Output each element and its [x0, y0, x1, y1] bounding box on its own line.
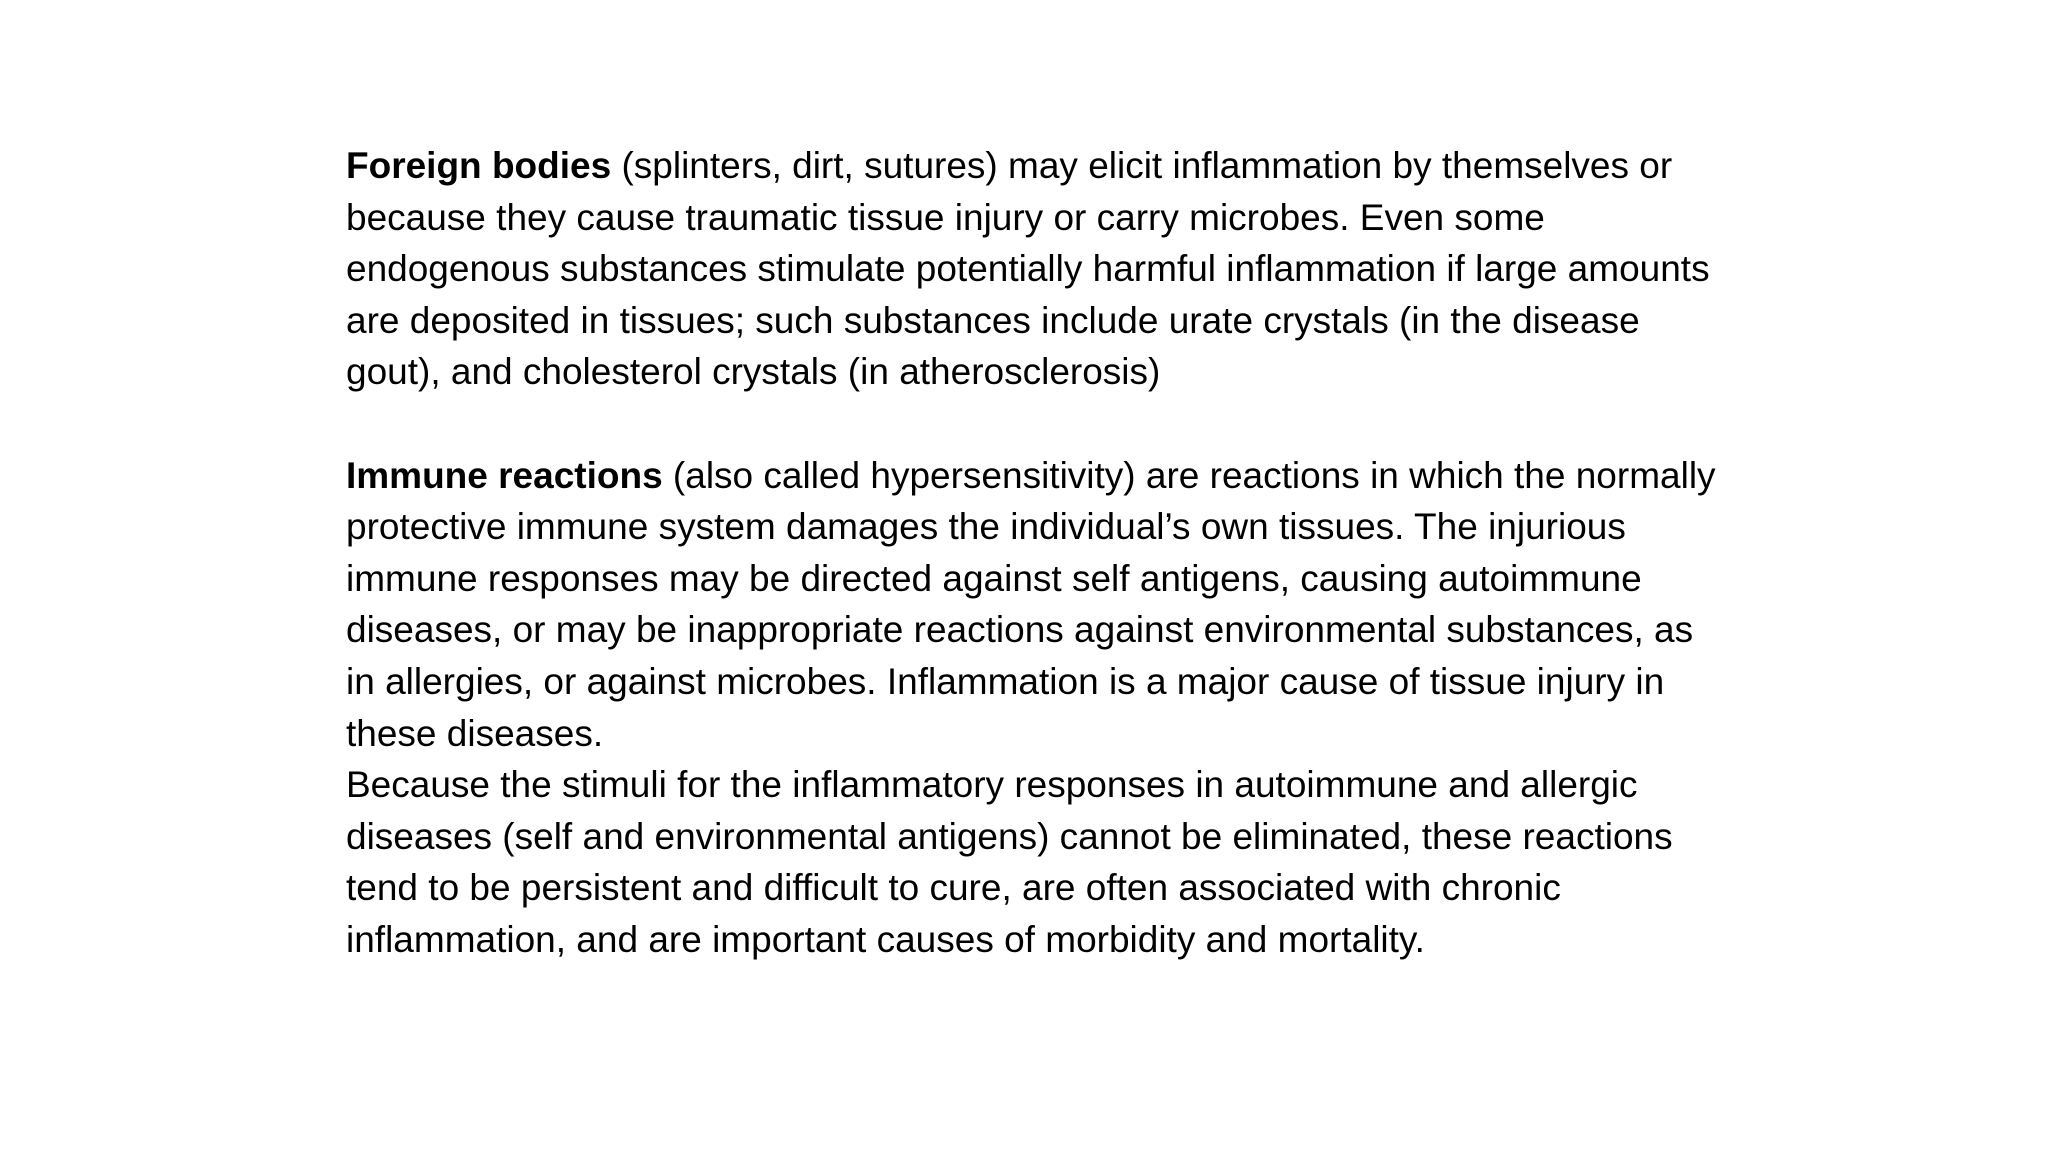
- paragraph-persistence: Because the stimuli for the inflammatory responses in autoimmune and allergic diseases (self and environmental antigens) cannot be eliminated, these reactions tend to be persistent and difficult to cure, are often associated with chronic inflammation, and are important causes of morbidity and mortality.: [346, 764, 1673, 960]
- immune-reactions-text: (also called hypersensitivity) are reactions in which the normally protective immune system damages the individual’s own tissues. The injurious immune responses may be directed against self antigens, causing autoimmune diseases, or may be inappropriate reactions against environmental substances, as in allergies, or against microbes. Inflammation is a major cause of tissue injury in these diseases.: [346, 454, 1716, 754]
- immune-reactions-term: Immune reactions: [346, 454, 663, 496]
- foreign-bodies-text: (splinters, dirt, sutures) may elicit inflammation by themselves or because they cause traumatic tissue injury or carry microbes. Even some endogenous substances stimulate potentially harmful inflammation if large amounts are deposited in tissues; such substances include urate crystals (in the disease gout), and cholesterol crystals (in atherosclerosis): [346, 145, 1710, 393]
- paragraph-foreign-bodies: [346, 140, 1726, 398]
- slide-text-body: [346, 140, 1726, 966]
- paragraph-immune-reactions: [346, 450, 1726, 760]
- foreign-bodies-term: Foreign bodies: [346, 145, 612, 186]
- paragraph-spacer: [346, 398, 1726, 450]
